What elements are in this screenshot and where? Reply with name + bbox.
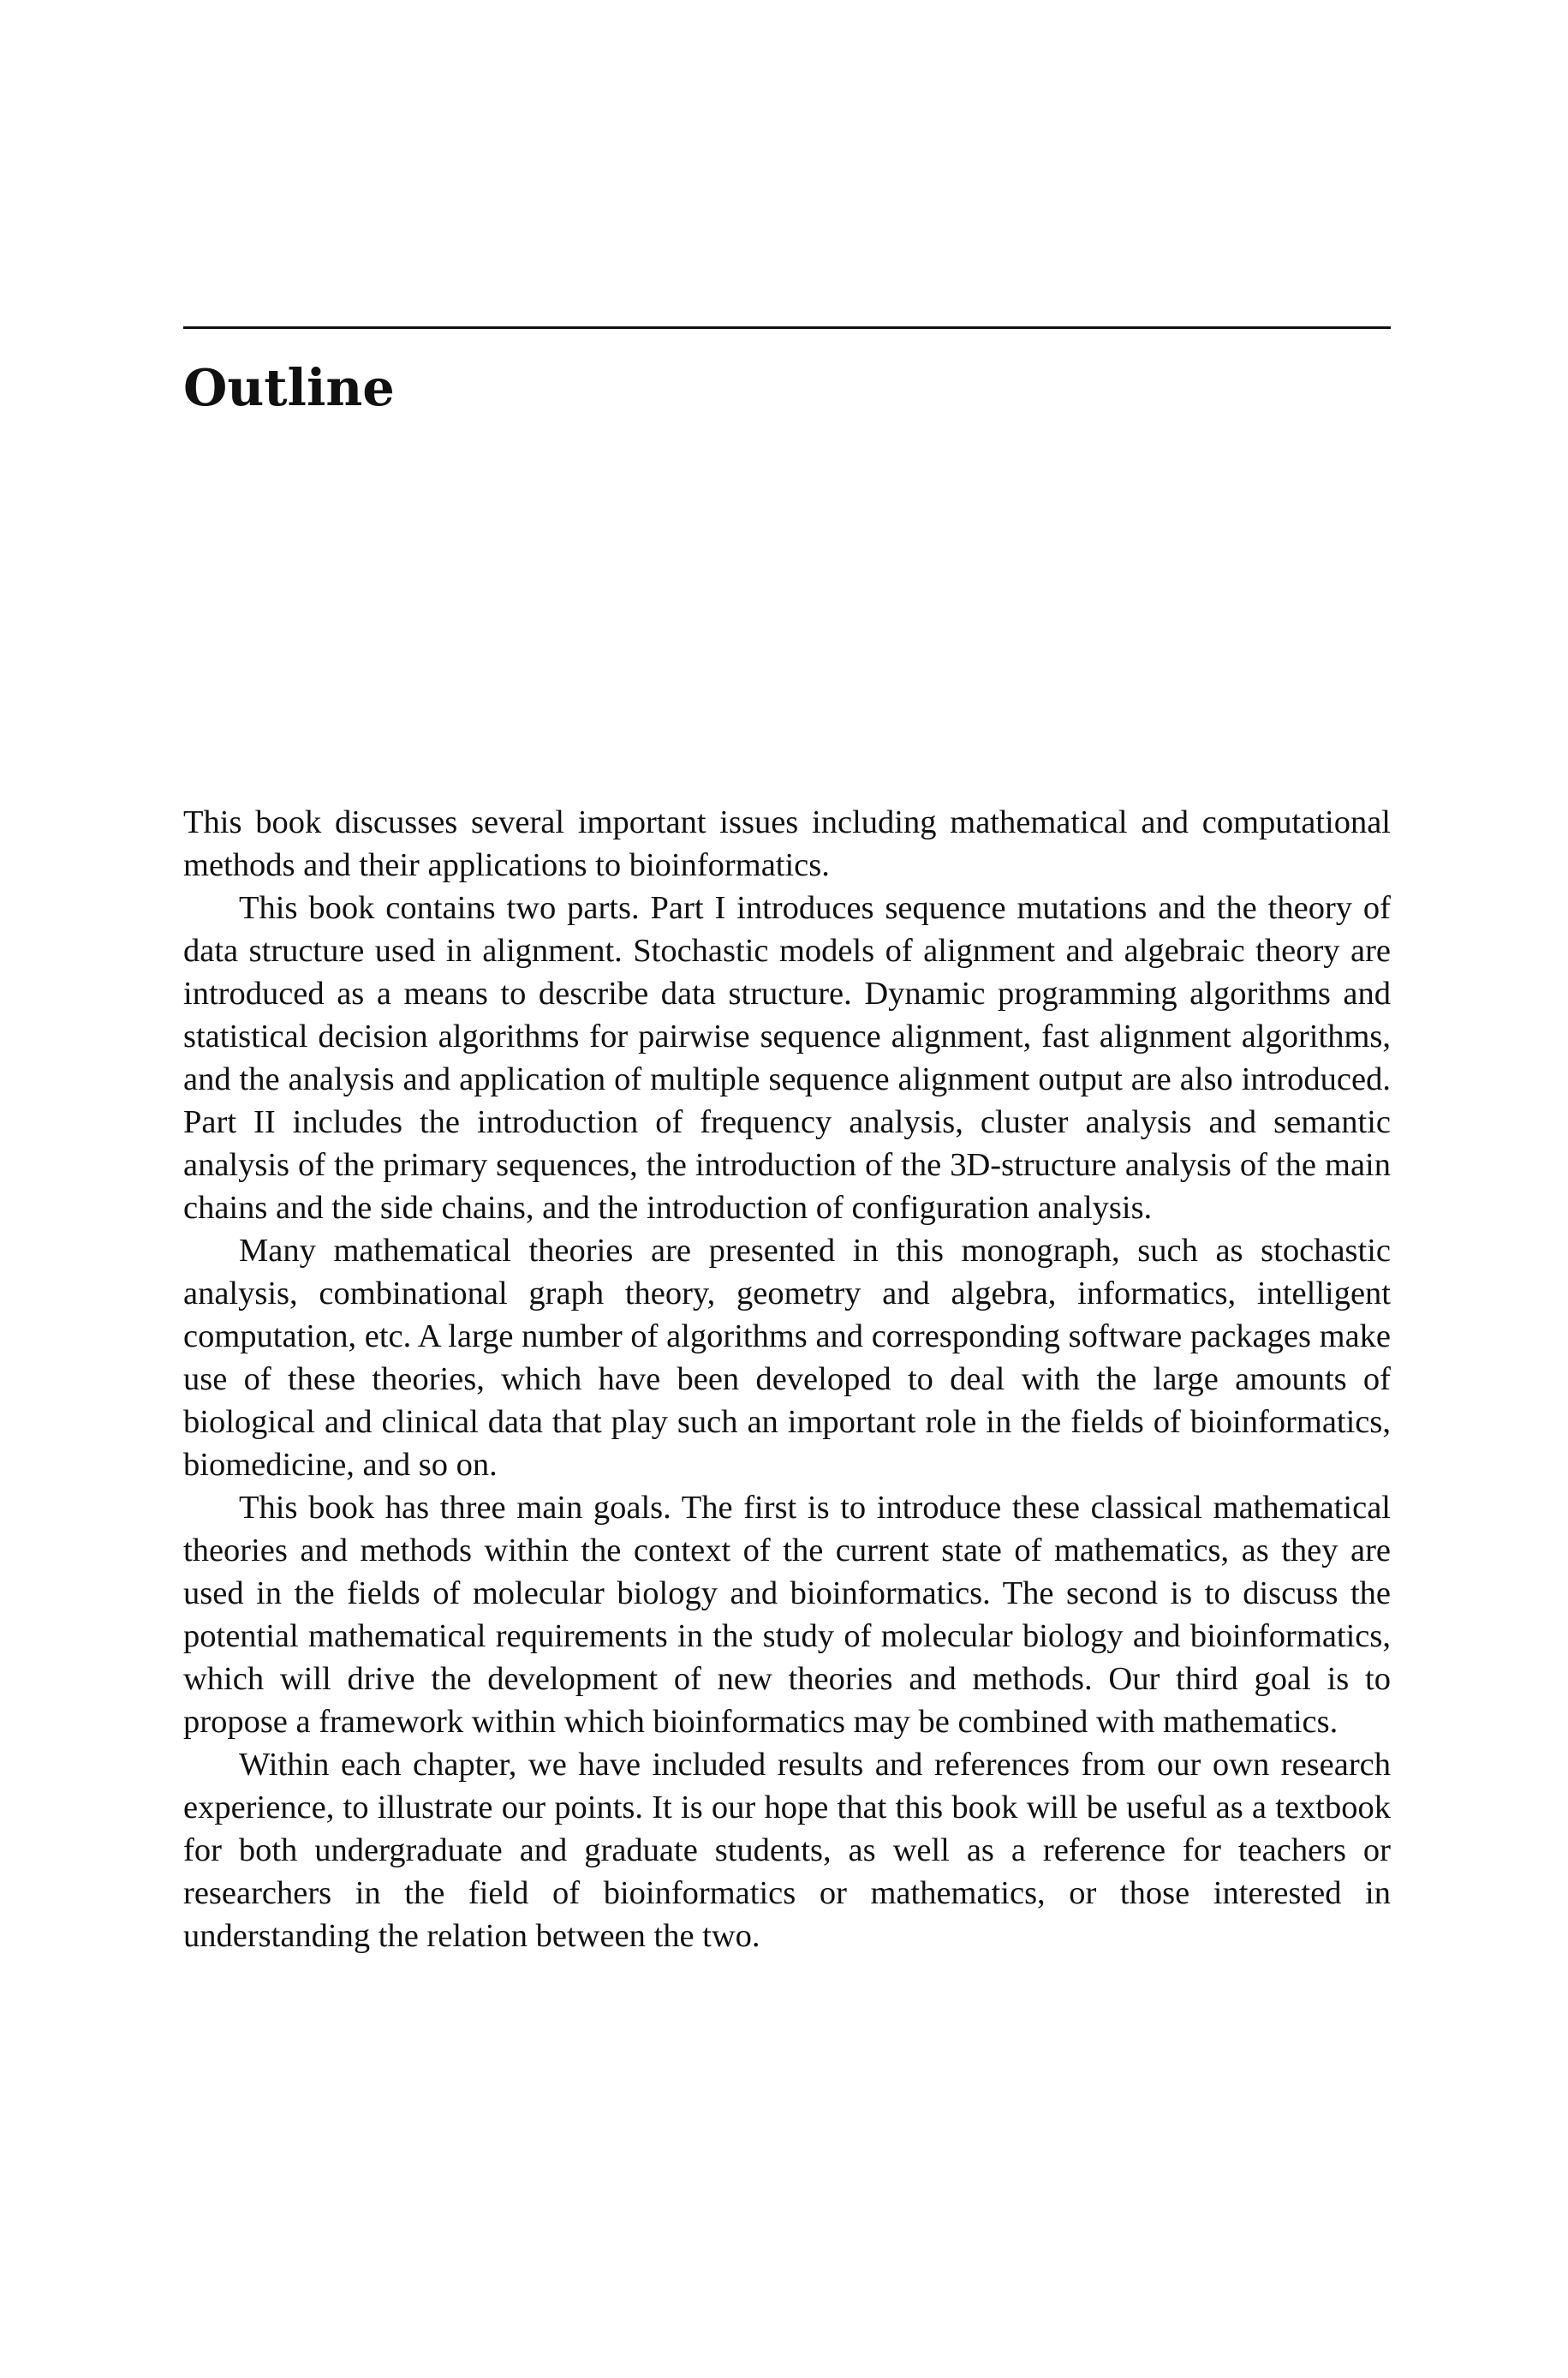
paragraph-parts: This book contains two parts. Part I introduces sequence mutations and the theory of data structure used in alignment. Stochastic models of alignment and algebraic theory are introduced as a means to describe data structure. Dynamic programming algorithms and statistical decision algorithms for pairwise sequence alignment, fast alignment algorithms, and the analysis and application of multiple sequence alignment output are also introduced. Part II includes the introduction of frequency analysis, cluster analysis and semantic analysis of the primary sequences, the introduction of the 3D-structure analysis of the main chains and the side chains, and the introduction of configuration analysis. (183, 890, 1391, 1226)
paragraph-goals: This book has three main goals. The first is to introduce these classical mathematical theories and methods within the context of the current state of mathematics, as they are used in the fields of molecular biology and bioinformatics. The second is to discuss the potential mathematical requirements in the study of molecular biology and bioinformatics, which will drive the development of new theories and methods. Our third goal is to propose a framework within which bioinformatics may be combined with mathematics. (183, 1490, 1391, 1740)
body-text (183, 801, 1391, 1957)
page-title: Outline (183, 358, 395, 417)
title-rule (183, 326, 1391, 329)
paragraph-research: Within each chapter, we have included results and references from our own research experience, to illustrate our points. It is our hope that this book will be useful as a textbook for both undergraduate and graduate students, as well as a reference for teachers or researchers in the field of bioinformatics or mathematics, or those interested in understanding the relation between the two. (183, 1747, 1391, 1954)
paragraph-theories: Many mathematical theories are presented in this monograph, such as stochastic analysis, combinational graph theory, geometry and algebra, informatics, intelligent computation, etc. A large number of algorithms and corresponding software packages make use of these theories, which have been developed to deal with the large amounts of biological and clinical data that play such an important role in the fields of bioinformatics, biomedicine, and so on. (183, 1233, 1391, 1483)
paragraph-intro: This book discusses several important issues including mathematical and computational methods and their applications to bioinformatics. (183, 804, 1391, 883)
